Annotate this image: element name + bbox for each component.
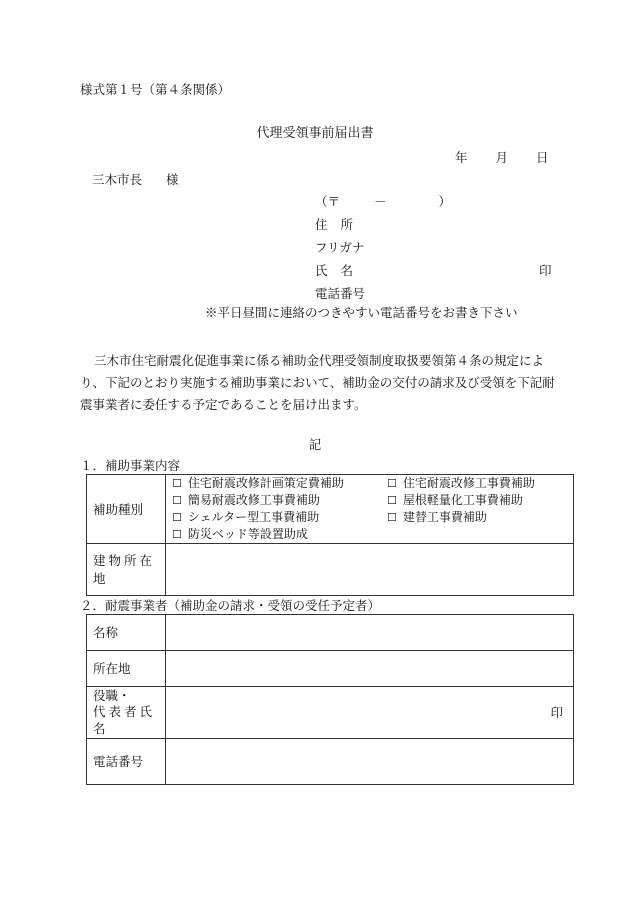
representative-label: 役職・ 代表者氏名 <box>87 687 166 739</box>
checkbox-icon[interactable]: ☐ <box>387 511 397 524</box>
checkbox-icon[interactable]: ☐ <box>172 528 182 541</box>
representative-input[interactable] <box>166 687 574 739</box>
subsidy-type-options <box>166 475 574 544</box>
postal-code-field[interactable] <box>315 194 451 209</box>
option-seismic-construction[interactable]: ☐ 住宅耐震改修工事費補助 <box>387 476 535 490</box>
body-paragraph <box>80 350 560 416</box>
section2-heading: ２．耐震事業者（補助金の請求・受領の受任予定者） <box>80 598 381 613</box>
document-title: 代理受領事前届出書 <box>256 126 374 141</box>
checkbox-icon[interactable]: ☐ <box>387 494 397 507</box>
date-year: 年 <box>455 150 468 165</box>
contractor-table <box>86 614 574 785</box>
checkbox-icon[interactable]: ☐ <box>387 477 397 490</box>
postal-dash: － <box>374 194 387 209</box>
contractor-phone-input[interactable] <box>166 739 574 785</box>
contractor-location-input[interactable] <box>166 651 574 687</box>
form-number: 様式第１号（第４条関係） <box>80 82 231 97</box>
checkbox-icon[interactable]: ☐ <box>172 494 182 507</box>
building-location-input[interactable] <box>166 544 574 596</box>
date-day: 日 <box>536 150 549 165</box>
name-label: 氏名 <box>315 263 367 278</box>
checkbox-icon[interactable]: ☐ <box>172 477 182 490</box>
postal-open: （〒 <box>315 194 341 209</box>
subsidy-content-table <box>86 474 574 596</box>
address-label: 住所 <box>315 217 367 232</box>
date-month: 月 <box>495 150 509 165</box>
option-roof-lightening[interactable]: ☐ 屋根軽量化工事費補助 <box>387 493 523 507</box>
furigana-label: フリガナ <box>315 240 365 255</box>
contractor-location-label: 所在地 <box>87 651 166 687</box>
subsidy-type-label: 補助種別 <box>87 475 166 544</box>
contractor-name-label: 名称 <box>87 615 166 651</box>
option-rebuild[interactable]: ☐ 建替工事費補助 <box>387 510 487 524</box>
option-simple-seismic[interactable]: ☐ 簡易耐震改修工事費補助 <box>172 493 320 507</box>
option-seismic-plan[interactable]: ☐ 住宅耐震改修計画策定費補助 <box>172 476 344 490</box>
contractor-phone-label: 電話番号 <box>87 739 166 785</box>
option-disaster-bed[interactable]: ☐ 防災ベッド等設置助成 <box>172 527 308 541</box>
phone-label: 電話番号 <box>315 286 366 301</box>
ki-heading: 記 <box>308 437 322 452</box>
postal-close: ） <box>438 194 452 209</box>
section1-heading: １．補助事業内容 <box>80 458 181 473</box>
honorific: 様 <box>166 172 179 187</box>
contractor-name-input[interactable] <box>166 615 574 651</box>
applicant-seal-mark: 印 <box>539 263 552 278</box>
body-text: 三木市住宅耐震化促進事業に係る補助金代理受領制度取扱要領第４条の規定により、下記のとおり実施する補助事業において、補助金の交付の請求及び受領を下記耐震事業者に委任する予定であることを届け出ます。 <box>80 353 555 412</box>
option-shelter[interactable]: ☐ シェルター型工事費補助 <box>172 510 320 524</box>
phone-note: ※平日昼間に連絡のつきやすい電話番号をお書き下さい <box>205 305 518 320</box>
addressee <box>92 172 179 187</box>
building-location-label: 建物所在地 <box>87 544 166 596</box>
checkbox-icon[interactable]: ☐ <box>172 511 182 524</box>
addressee-name: 三木市長 <box>92 172 143 187</box>
contractor-seal-mark: 印 <box>550 705 563 720</box>
date-line <box>455 150 549 165</box>
